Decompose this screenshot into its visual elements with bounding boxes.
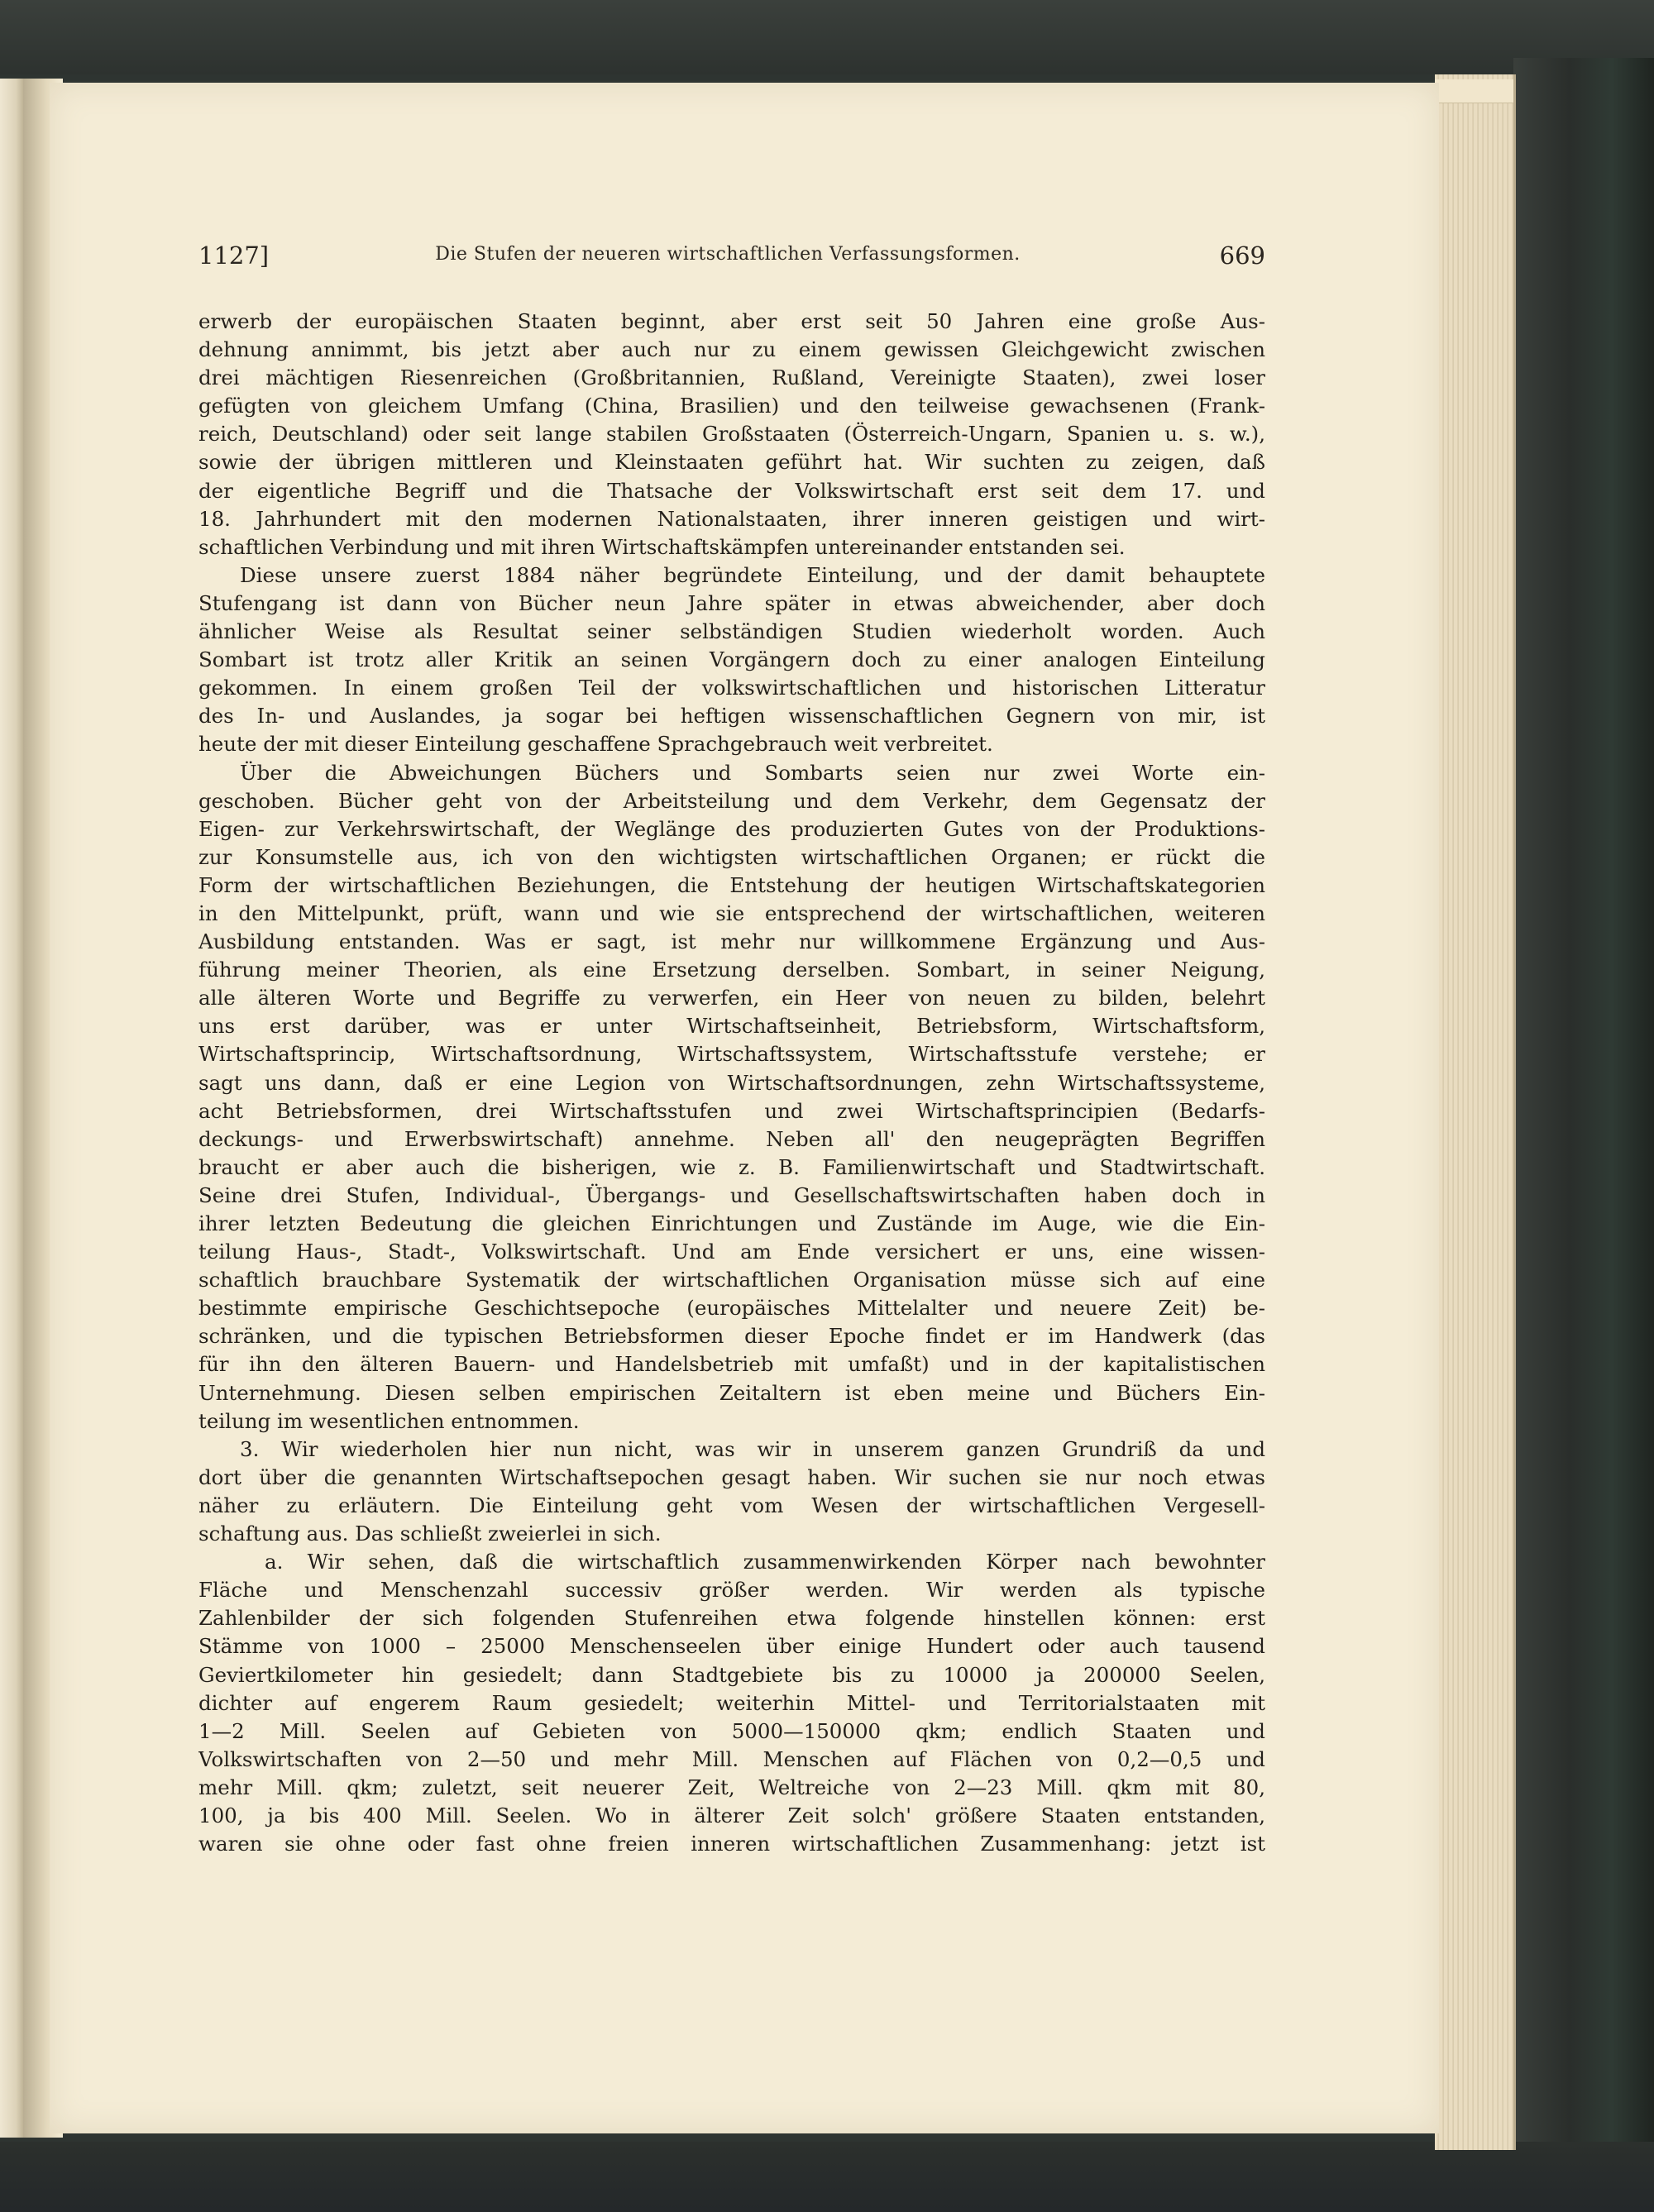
book-cover-top: [0, 0, 1654, 74]
book-cover-right: [1513, 58, 1654, 2158]
text-line: ähnlicher Weise als Resultat seiner selbständigen Studien wiederholt worden. Auch: [198, 619, 1265, 644]
text-line: ihrer letzten Bedeutung die gleichen Einrichtungen und Zustände im Auge, wie die Ein-: [198, 1211, 1265, 1235]
text-line: reich, Deutschland) oder seit lange stabilen Großstaaten (Österreich-Ungarn, Spanien u. s. w.),: [198, 422, 1265, 447]
text-line: 100, ja bis 400 Mill. Seelen. Wo in älterer Zeit solch' größere Staaten entstanden,: [198, 1803, 1265, 1827]
text-line: 18. Jahrhundert mit den modernen Nationalstaaten, ihrer inneren geistigen und wirt-: [198, 506, 1265, 531]
book-cover-bottom: [0, 2142, 1654, 2212]
text-line: Sombart ist trotz aller Kritik an seinen Vorgängern doch zu einer analogen Einteilung: [198, 647, 1265, 672]
text-line: a. Wir sehen, daß die wirtschaftlich zusammenwirkenden Körper nach bewohnter: [265, 1550, 1265, 1574]
text-line: der eigentliche Begriff und die Thatsache der Volkswirtschaft erst seit dem 17. und: [198, 478, 1265, 503]
text-line: teilung Haus-, Stadt-, Volkswirtschaft. Und am Ende versichert er uns, eine wissen-: [198, 1240, 1265, 1264]
page-stack-top: [1435, 79, 1513, 103]
text-line: gefügten von gleichem Umfang (China, Brasilien) und den teilweise gewachsenen (Frank-: [198, 394, 1265, 418]
text-line: alle älteren Worte und Begriffe zu verwerfen, ein Heer von neuen zu bilden, belehrt: [198, 986, 1265, 1010]
text-line: Unternehmung. Diesen selben empirischen Zeitaltern ist eben meine und Büchers Ein-: [198, 1380, 1265, 1405]
text-line: Ausbildung entstanden. Was er sagt, ist mehr nur willkommene Ergänzung und Aus-: [198, 929, 1265, 954]
text-line: dichter auf engerem Raum gesiedelt; weiterhin Mittel- und Territorialstaaten mit: [198, 1690, 1265, 1715]
text-line: in den Mittelpunkt, prüft, wann und wie sie entsprechend der wirtschaftlichen, weiteren: [198, 901, 1265, 925]
text-line: Über die Abweichungen Büchers und Sombarts seien nur zwei Worte ein-: [240, 760, 1265, 785]
text-line: schaftlichen Verbindung und mit ihren Wirtschaftskämpfen untereinander entstanden sei.: [198, 534, 1126, 559]
text-line: sowie der übrigen mittleren und Kleinstaaten geführt hat. Wir suchten zu zeigen, daß: [198, 450, 1265, 475]
text-line: schränken, und die typischen Betriebsformen dieser Epoche findet er im Handwerk (das: [198, 1324, 1265, 1349]
text-line: Form der wirtschaftlichen Beziehungen, die Entstehung der heutigen Wirtschaftskategorien: [198, 872, 1265, 897]
text-line: schaftlich brauchbare Systematik der wirtschaftlichen Organisation müsse sich auf eine: [198, 1268, 1265, 1292]
text-line: dehnung annimmt, bis jetzt aber auch nur zu einem gewissen Gleichgewicht zwischen: [198, 337, 1265, 362]
text-line: gekommen. In einem großen Teil der volkswirtschaftlichen und historischen Litteratur: [198, 676, 1265, 700]
text-line: Volkswirtschaften von 2—50 und mehr Mill. Menschen auf Flächen von 0,2—0,5 und: [198, 1746, 1265, 1771]
text-line: sagt uns dann, daß er eine Legion von Wirtschaftsordnungen, zehn Wirtschaftssysteme,: [198, 1070, 1265, 1095]
text-line: bestimmte empirische Geschichtsepoche (europäisches Mittelalter und neuere Zeit) be-: [198, 1296, 1265, 1321]
text-line: zur Konsumstelle aus, ich von den wichtigsten wirtschaftlichen Organen; er rückt die: [198, 844, 1265, 869]
text-line: heute der mit dieser Einteilung geschaffene Sprachgebrauch weit verbreitet.: [198, 732, 993, 757]
text-line: deckungs- und Erwerbswirtschaft) annehme. Neben all' den neugeprägten Begriffen: [198, 1126, 1265, 1151]
text-line: Diese unsere zuerst 1884 näher begründete Einteilung, und der damit behauptete: [240, 562, 1265, 587]
text-line: schaftung aus. Das schließt zweierlei in sich.: [198, 1522, 662, 1546]
text-line: Seine drei Stufen, Individual-, Übergangs- und Gesellschaftswirtschaften haben doch in: [198, 1182, 1265, 1207]
text-line: Fläche und Menschenzahl successiv größer werden. Wir werden als typische: [198, 1578, 1265, 1603]
section-number: 1127]: [198, 241, 270, 270]
page-number: 669: [1219, 241, 1265, 270]
text-line: für ihn den älteren Bauern- und Handelsbetrieb mit umfaßt) und in der kapitalistischen: [198, 1352, 1265, 1377]
text-line: führung meiner Theorien, als eine Ersetzung derselben. Sombart, in seiner Neigung,: [198, 958, 1265, 982]
text-line: Zahlenbilder der sich folgenden Stufenreihen etwa folgende hinstellen können: erst: [198, 1606, 1265, 1631]
text-line: 1—2 Mill. Seelen auf Gebieten von 5000—150000 qkm; endlich Staaten und: [198, 1718, 1265, 1743]
text-line: braucht er aber auch die bisherigen, wie z. B. Familienwirtschaft und Stadtwirtschaft.: [198, 1154, 1265, 1179]
text-line: dort über die genannten Wirtschaftsepochen gesagt haben. Wir suchen sie nur noch etwas: [198, 1464, 1265, 1489]
text-line: Stufengang ist dann von Bücher neun Jahre später in etwas abweichender, aber doch: [198, 590, 1265, 615]
text-line: teilung im wesentlichen entnommen.: [198, 1408, 580, 1433]
text-line: Wirtschaftsprincip, Wirtschaftsordnung, Wirtschaftssystem, Wirtschaftsstufe verstehe; er: [198, 1042, 1265, 1067]
running-head: [198, 241, 1265, 275]
text-line: des In- und Auslandes, ja sogar bei heftigen wissenschaftlichen Gegnern von mir, ist: [198, 704, 1265, 729]
text-line: näher zu erläutern. Die Einteilung geht vom Wesen der wirtschaftlichen Vergesell-: [198, 1493, 1265, 1517]
text-line: drei mächtigen Riesenreichen (Großbritannien, Rußland, Vereinigte Staaten), zwei loser: [198, 365, 1265, 390]
text-line: erwerb der europäischen Staaten beginnt, aber erst seit 50 Jahren eine große Aus-: [198, 309, 1265, 333]
text-line: mehr Mill. qkm; zuletzt, seit neuerer Zeit, Weltreiche von 2—23 Mill. qkm mit 80,: [198, 1775, 1265, 1799]
text-line: Eigen- zur Verkehrswirtschaft, der Weglänge des produzierten Gutes von der Produktions-: [198, 816, 1265, 841]
body-text: [198, 308, 1265, 1858]
text-line: waren sie ohne oder fast ohne freien inneren wirtschaftlichen Zusammenhang: jetzt ist: [198, 1832, 1265, 1856]
text-line: geschoben. Bücher geht von der Arbeitsteilung und dem Verkehr, dem Gegensatz der: [198, 788, 1265, 813]
facing-page-edge: [0, 79, 23, 2138]
text-line: uns erst darüber, was er unter Wirtschaftseinheit, Betriebsform, Wirtschaftsform,: [198, 1014, 1265, 1039]
text-line: Stämme von 1000 – 25000 Menschenseelen über einige Hundert oder auch tausend: [198, 1634, 1265, 1659]
text-line: Geviertkilometer hin gesiedelt; dann Stadtgebiete bis zu 10000 ja 200000 Seelen,: [198, 1662, 1265, 1687]
text-line: 3. Wir wiederholen hier nun nicht, was wir in unserem ganzen Grundriß da und: [240, 1436, 1265, 1461]
chapter-title: Die Stufen der neueren wirtschaftlichen Verfassungsformen.: [435, 244, 1021, 265]
page-stack-edges: [1435, 74, 1516, 2150]
text-line: acht Betriebsformen, drei Wirtschaftsstufen und zwei Wirtschaftsprincipien (Bedarfs-: [198, 1098, 1265, 1123]
